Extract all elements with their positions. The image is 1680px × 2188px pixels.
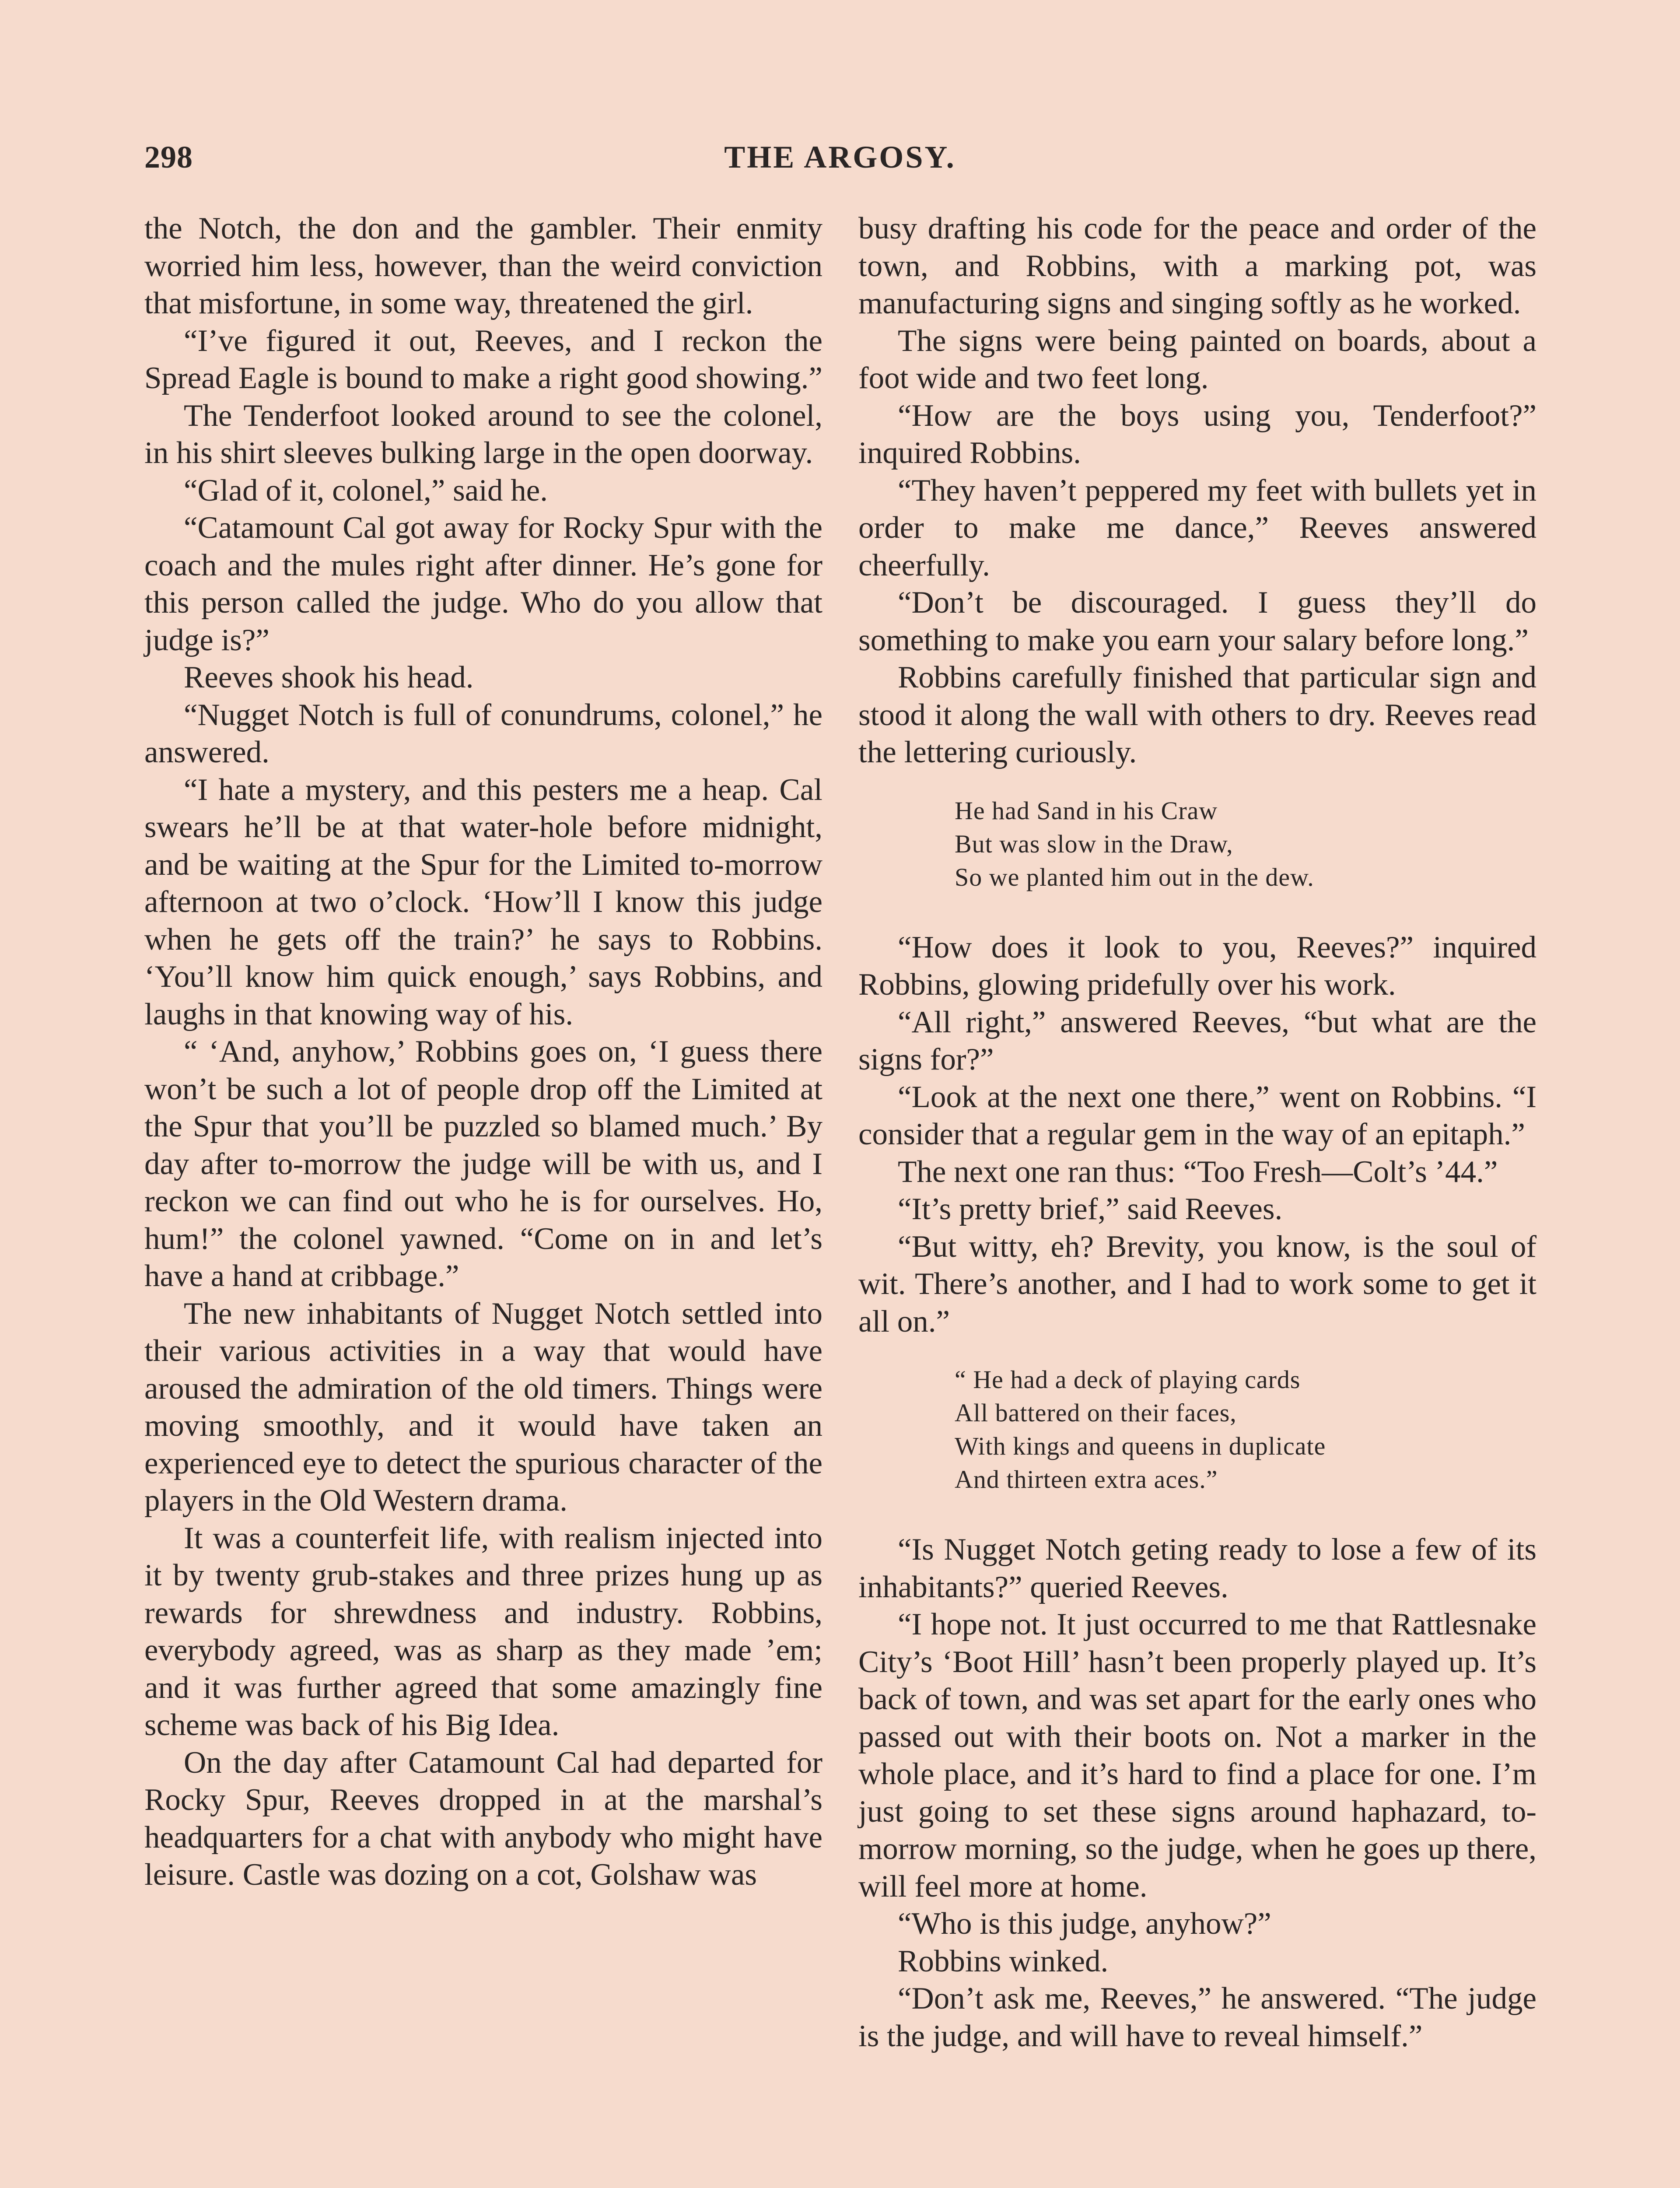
- paragraph: “But witty, eh? Brevity, you know, is the soul of wit. There’s another, and I had to work some to get it all on.”: [858, 1229, 1536, 1339]
- paragraph: “Is Nugget Notch geting ready to lose a few of its inhabitants?” queried Reeves.: [858, 1532, 1536, 1604]
- verse-line: He had Sand in his Craw: [955, 796, 1218, 825]
- paragraph: “I’ve figured it out, Reeves, and I reckon the Spread Eagle is bound to make a right good showing.”: [144, 323, 822, 395]
- paragraph: “It’s pretty brief,” said Reeves.: [898, 1192, 1283, 1226]
- verse-line: “ He had a deck of playing cards: [955, 1365, 1301, 1394]
- paragraph: “Don’t be discouraged. I guess they’ll do something to make you earn your salary before long.”: [858, 586, 1536, 657]
- paragraph: “How are the boys using you, Tenderfoot?” inquired Robbins.: [858, 398, 1536, 470]
- epitaph-verse: [955, 794, 1536, 894]
- epitaph-verse: [955, 1363, 1536, 1496]
- paragraph: “I hate a mystery, and this pesters me a heap. Cal swears he’ll be at that water-hole before midnight, and be waiting at the Spur for the Limited to-morrow afternoon at two o’clock. ‘How’ll I know this judge when he gets off the train?’ he says to Robbins. ‘You’ll know him quick enough,’ says Robbins, and laughs in that knowing way of his.: [144, 772, 822, 1031]
- paragraph: “Who is this judge, anyhow?”: [898, 1907, 1271, 1941]
- paragraph: It was a counterfeit life, with realism injected into it by twenty grub-stakes and three prizes hung up as rewards for shrewdness and industry. Robbins, everybody agreed, was as sharp as they made ’em; and it was further agreed that some amazingly fine scheme was back of his Big Idea.: [144, 1521, 822, 1742]
- verse-line: But was slow in the Draw,: [955, 829, 1233, 858]
- paragraph: On the day after Catamount Cal had departed for Rocky Spur, Reeves dropped in at the marshal’s headquarters for a chat with anybody who might have leisure. Castle was dozing on a cot, Golshaw was: [144, 1745, 822, 1892]
- paragraph: “Look at the next one there,” went on Robbins. “I consider that a regular gem in the way of an epitaph.”: [858, 1080, 1536, 1151]
- paragraph: “Catamount Cal got away for Rocky Spur with the coach and the mules right after dinner. He’s gone for this person called the judge. Who do you allow that judge is?”: [144, 511, 822, 657]
- paragraph: The Tenderfoot looked around to see the colonel, in his shirt sleeves bulking large in the open doorway.: [144, 398, 822, 470]
- paragraph: “All right,” answered Reeves, “but what are the signs for?”: [858, 1005, 1536, 1076]
- paragraph: “Nugget Notch is full of conundrums, colonel,” he answered.: [144, 698, 822, 769]
- paragraph: “Glad of it, colonel,” said he.: [184, 473, 548, 508]
- verse-line: All battered on their faces,: [955, 1399, 1237, 1427]
- paragraph: Reeves shook his head.: [184, 660, 474, 694]
- verse-line: With kings and queens in duplicate: [955, 1432, 1326, 1460]
- paragraph: Robbins carefully finished that particular sign and stood it along the wall with others to dry. Reeves read the lettering curiously.: [858, 660, 1536, 769]
- left-column: [144, 210, 822, 1894]
- page-number: 298: [144, 140, 193, 175]
- paragraph: Robbins winked.: [898, 1944, 1109, 1978]
- paragraph: “ ‘And, anyhow,’ Robbins goes on, ‘I guess there won’t be such a lot of people drop off the Limited at the Spur that you’ll be puzzled so blamed much.’ By day after to-morrow the judge will be with us, and I reckon we can find out who he is for ourselves. Ho, hum!” the colonel yawned. “Come on in and let’s have a hand at cribbage.”: [144, 1034, 822, 1293]
- paragraph: The signs were being painted on boards, about a foot wide and two feet long.: [858, 323, 1536, 395]
- paragraph: busy drafting his code for the peace and order of the town, and Robbins, with a marking pot, was manufacturing signs and singing softly as he worked.: [858, 211, 1536, 320]
- verse-line: And thirteen extra aces.”: [955, 1465, 1218, 1494]
- verse-line: So we planted him out in the dew.: [955, 863, 1314, 891]
- paragraph: The next one ran thus: “Too Fresh—Colt’s ’44.”: [898, 1154, 1498, 1189]
- right-column: [858, 210, 1536, 2055]
- paragraph: “They haven’t peppered my feet with bullets yet in order to make me dance,” Reeves answered cheerfully.: [858, 473, 1536, 582]
- paragraph: “I hope not. It just occurred to me that Rattlesnake City’s ‘Boot Hill’ hasn’t been properly played up. It’s back of town, and was set apart for the early ones who passed out with their boots on. Not a marker in the whole place, and it’s hard to find a place for one. I’m just going to set these signs around haphazard, to-morrow morning, so the judge, when he goes up there, will feel more at home.: [858, 1607, 1536, 1904]
- paragraph: “Don’t ask me, Reeves,” he answered. “The judge is the judge, and will have to reveal himself.”: [858, 1981, 1536, 2053]
- paragraph: The new inhabitants of Nugget Notch settled into their various activities in a way that would have aroused the admiration of the old timers. Things were moving smoothly, and it would have taken an experienced eye to detect the spurious character of the players in the Old Western drama.: [144, 1296, 822, 1518]
- page-header: [144, 139, 1536, 187]
- paragraph: “How does it look to you, Reeves?” inquired Robbins, glowing pridefully over his work.: [858, 930, 1536, 1002]
- running-head: THE ARGOSY.: [724, 140, 956, 175]
- paragraph: the Notch, the don and the gambler. Their enmity worried him less, however, than the weird conviction that misfortune, in some way, threatened the girl.: [144, 211, 822, 320]
